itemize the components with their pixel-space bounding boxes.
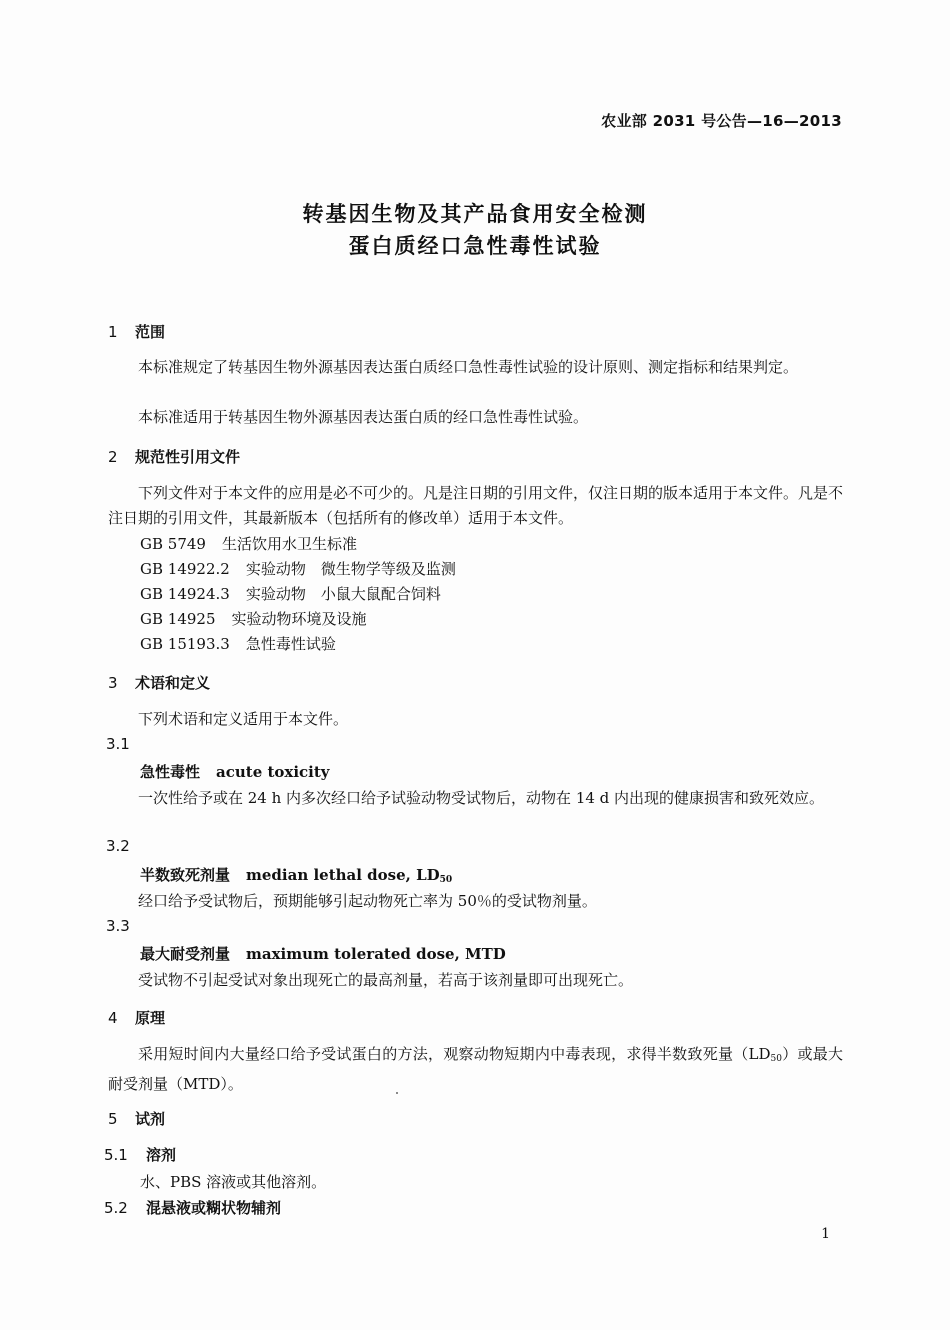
reference-title: 实验动物 微生物学等级及监测 (245, 560, 456, 578)
subsection-number: 5.2 (104, 1199, 128, 1217)
subsection-5-2-heading (104, 1197, 281, 1218)
reference-item (140, 533, 357, 554)
reference-item (140, 608, 367, 629)
term-heading (140, 864, 452, 885)
reference-code: GB 14925 (140, 610, 216, 628)
section-3-intro: 下列术语和定义适用于本文件。 (138, 710, 349, 728)
section-title: 范围 (135, 323, 166, 341)
term-definition: 经口给予受试物后，预期能够引起动物死亡率为 50％的受试物剂量。 (138, 892, 597, 910)
term-chinese: 最大耐受剂量 (140, 945, 231, 963)
reference-title: 急性毒性试验 (245, 635, 336, 653)
term-number: 3.1 (106, 735, 130, 753)
term-chinese: 急性毒性 (140, 763, 201, 781)
term-english: acute toxicity (216, 763, 330, 781)
section-number: 4 (108, 1009, 118, 1027)
principle-text-b: ）或最大耐受剂量（MTD）。 (108, 1045, 843, 1093)
section-title: 术语和定义 (135, 674, 211, 692)
scan-speck (396, 1092, 398, 1094)
title-line-2: 蛋白质经口急性毒性试验 (348, 234, 602, 258)
reference-code: GB 14922.2 (140, 560, 230, 578)
section-title: 试剂 (135, 1110, 166, 1128)
reference-title: 实验动物环境及设施 (231, 610, 367, 628)
document-code: 农业部 2031 号公告—16—2013 (601, 112, 842, 130)
term-chinese: 半数致死剂量 (140, 866, 231, 884)
subsection-5-1-heading (104, 1144, 176, 1165)
principle-subscript: 50 (770, 1054, 782, 1064)
section-5-heading (108, 1108, 165, 1129)
reference-item (140, 633, 336, 654)
reference-code: GB 14924.3 (140, 585, 230, 603)
term-number: 3.2 (106, 837, 130, 855)
section-number: 3 (108, 674, 118, 692)
reference-item (140, 558, 456, 579)
subsection-5-1-text: 水、PBS 溶液或其他溶剂。 (140, 1173, 327, 1191)
reference-item (140, 583, 441, 604)
page-number: 1 (821, 1226, 830, 1242)
section-1-heading (108, 321, 165, 342)
section-title: 规范性引用文件 (135, 448, 241, 466)
term-heading (140, 761, 330, 782)
section-number: 5 (108, 1110, 118, 1128)
section-3-heading (108, 672, 210, 693)
section-2-paragraph-1: 下列文件对于本文件的应用是必不可少的。凡是注日期的引用文件，仅注日期的版本适用于本文件。凡是不注日期的引用文件，其最新版本（包括所有的修改单）适用于本文件。 (108, 484, 844, 527)
subsection-title: 混悬液或糊状物辅剂 (146, 1199, 282, 1217)
reference-code: GB 15193.3 (140, 635, 230, 653)
term-english: median lethal dose, LD (246, 866, 440, 884)
section-1-paragraph-1: 本标准规定了转基因生物外源基因表达蛋白质经口急性毒性试验的设计原则、测定指标和结果判定。 (138, 358, 799, 376)
term-definition: 一次性给予或在 24 h 内多次经口给予试验动物受试物后，动物在 14 d 内出现的健康损害和致死效应。 (138, 789, 825, 807)
term-english: maximum tolerated dose, MTD (246, 945, 506, 963)
section-2-heading (108, 446, 240, 467)
title-line-1: 转基因生物及其产品食用安全检测 (302, 202, 648, 226)
section-number: 1 (108, 323, 118, 341)
term-number: 3.3 (106, 917, 130, 935)
section-number: 2 (108, 448, 118, 466)
section-4-paragraph (108, 1042, 843, 1096)
subsection-number: 5.1 (104, 1146, 128, 1164)
section-title: 原理 (135, 1009, 166, 1027)
section-4-heading (108, 1007, 165, 1028)
reference-title: 生活饮用水卫生标准 (221, 535, 357, 553)
section-1-paragraph-2: 本标准适用于转基因生物外源基因表达蛋白质的经口急性毒性试验。 (138, 408, 589, 426)
principle-text-a: 采用短时间内大量经口给予受试蛋白的方法，观察动物短期内中毒表现，求得半数致死量（LD (138, 1045, 771, 1063)
reference-title: 实验动物 小鼠大鼠配合饲料 (245, 585, 441, 603)
term-definition: 受试物不引起受试对象出现死亡的最高剂量，若高于该剂量即可出现死亡。 (138, 971, 634, 989)
term-english-subscript: 50 (439, 875, 453, 885)
subsection-title: 溶剂 (146, 1146, 177, 1164)
term-heading (140, 943, 506, 964)
reference-code: GB 5749 (140, 535, 206, 553)
